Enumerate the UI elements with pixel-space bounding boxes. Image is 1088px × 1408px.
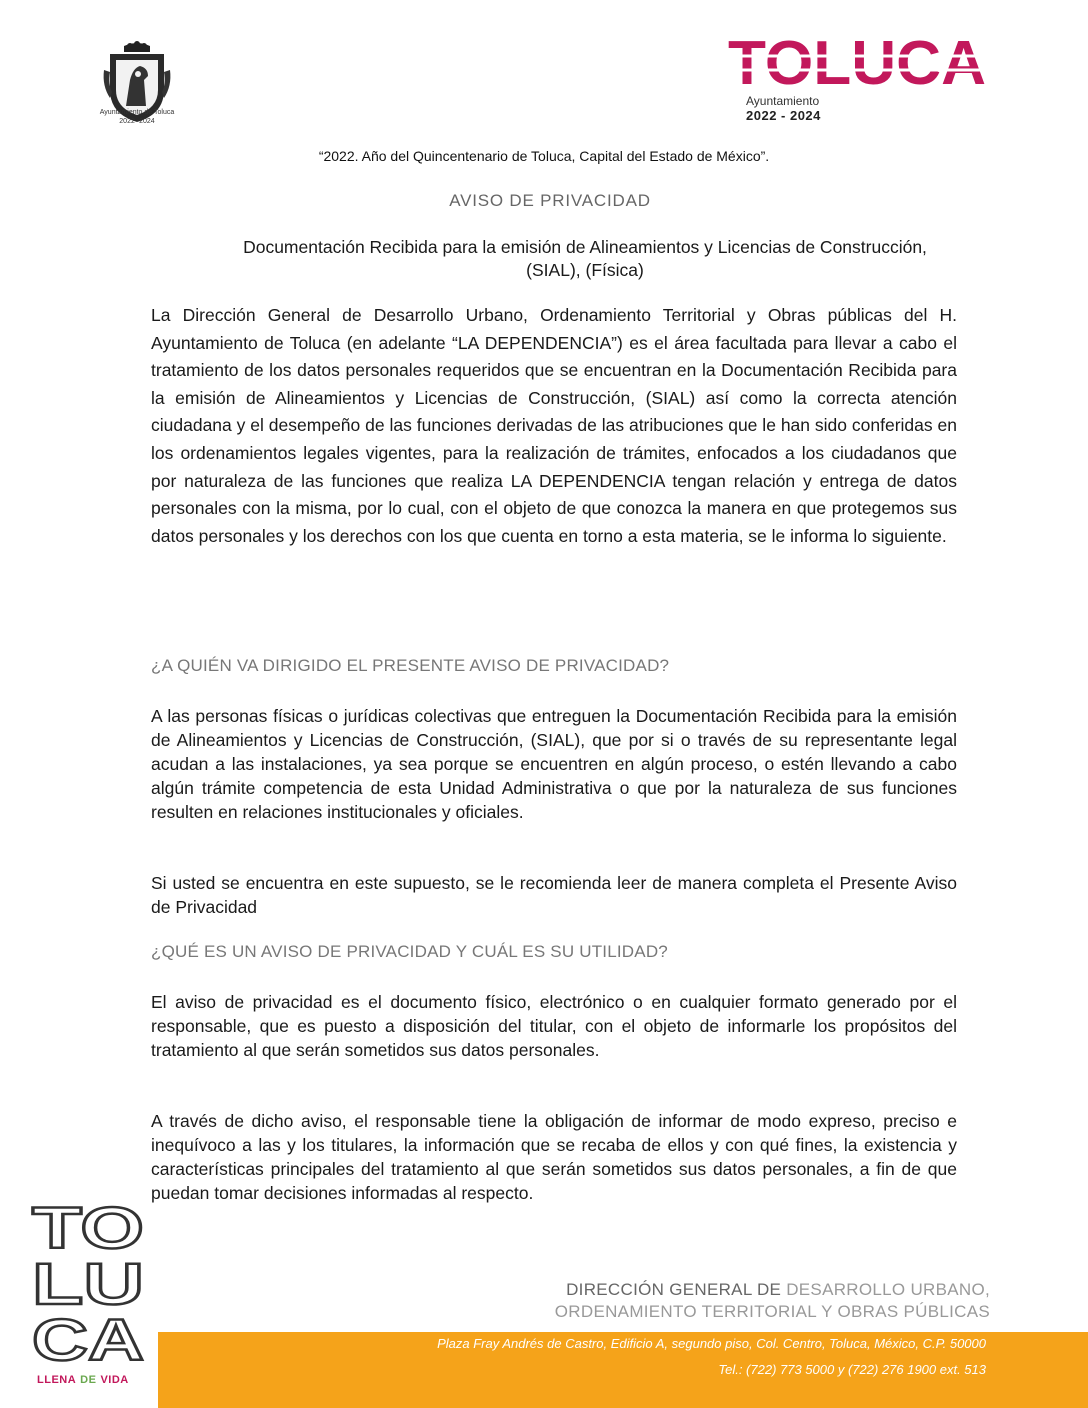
toluca-logo	[728, 34, 990, 92]
slogan-word: VIDA	[100, 1374, 129, 1386]
paragraph: A través de dicho aviso, el responsable tiene la obligación de informar de modo expreso, preciso e inequívoco a las y los titulares, la información que se recaba de ellos y con qué fines, la existencia y características principales del tratamiento al que serán sometidos sus datos personales, a fin de que puedan tomar decisiones informadas al respecto.	[151, 1111, 957, 1203]
footer-phone: Tel.: (722) 773 5000 y (722) 276 1900 ext. 513	[718, 1362, 986, 1377]
paragraph: El aviso de privacidad es el documento físico, electrónico o en cualquier formato generado por el responsable, que es puesto a disposición del titular, con el objeto de informarle los propósitos del tratamiento al que serán sometidos sus datos personales.	[151, 992, 957, 1060]
seal-caption: Ayuntamiento de Toluca 2022 -2024	[99, 109, 175, 125]
motto: “2022. Año del Quincentenario de Toluca, Capital del Estado de México”.	[318, 148, 770, 164]
document-subtitle: Documentación Recibida para la emisión de Alineamientos y Licencias de Construcción, (SIAL), (Física)	[243, 237, 927, 280]
department-name	[566, 1280, 990, 1300]
logo-letters-row1: TO	[32, 1196, 144, 1261]
paragraph-intro: La Dirección General de Desarrollo Urbano, Ordenamiento Territorial y Obras públicas del H. Ayuntamiento de Toluca (en adelante “LA DEPENDENCIA”) es el área facultada para llevar a cabo el tratamiento de los datos personales requeridos que se encuentran en la Documentación Recibida para la emisión de Alineamientos y Licencias de Construcción, (SIAL) así como la correcta atención ciudadana y el desempeño de las funciones derivadas de las atribuciones que le han sido conferidas en los ordenamientos legales vigentes, para la realización de trámites, enfocados a los ciudadanos que por naturaleza de las funciones que realiza LA DEPENDENCIA tengan relación y entrega de datos personales con la misma, por lo cual, con el objeto de que conozca la manera en que protegemos sus datos personales y los derechos con los que cuenta en torno a esta materia, se le informa lo siguiente.	[151, 305, 957, 546]
department-name-part: DESARROLLO URBANO,	[786, 1280, 990, 1299]
logo-subtitle: Ayuntamiento	[746, 94, 820, 108]
logo-letters-row2: LU	[32, 1252, 144, 1317]
footer-address: Plaza Fray Andrés de Castro, Edificio A, segundo piso, Col. Centro, Toluca, México, C.P. 50000	[437, 1336, 986, 1351]
paragraph: A las personas físicas o jurídicas colectivas que entreguen la Documentación Recibida para la emisión de Alineamientos y Licencias de Construcción, (SIAL), que por si o través de su representante legal acudan a las instalaciones, ya sea porque se encuentren en algún proceso, o estén llevando a cabo algún trámite competencia de esta Unidad Administrativa o que por la naturaleza de sus funciones resulten en relaciones institucionales y oficiales.	[151, 706, 957, 822]
slogan	[37, 1374, 129, 1386]
department-name-part: DIRECCIÓN GENERAL DE	[566, 1280, 787, 1299]
department-name-line2: ORDENAMIENTO TERRITORIAL Y OBRAS PÚBLICAS	[554, 1302, 990, 1321]
logo-letters-row3: CA	[32, 1308, 144, 1366]
slogan-word: LLENA	[37, 1374, 77, 1386]
toluca-stacked-logo	[30, 1196, 146, 1366]
section-heading: ¿QUÉ ES UN AVISO DE PRIVACIDAD Y CUÁL ES SU UTILIDAD?	[151, 942, 668, 961]
slogan-word: DE	[80, 1374, 97, 1386]
section-heading: ¿A QUIÉN VA DIRIGIDO EL PRESENTE AVISO DE PRIVACIDAD?	[151, 656, 670, 675]
paragraph: Si usted se encuentra en este supuesto, se le recomienda leer de manera completa el Presente Aviso de Privacidad	[151, 873, 957, 917]
document-title: AVISO DE PRIVACIDAD	[449, 191, 651, 210]
logo-word-text: TOLUCA	[728, 34, 986, 92]
logo-period: 2022 - 2024	[746, 108, 821, 123]
